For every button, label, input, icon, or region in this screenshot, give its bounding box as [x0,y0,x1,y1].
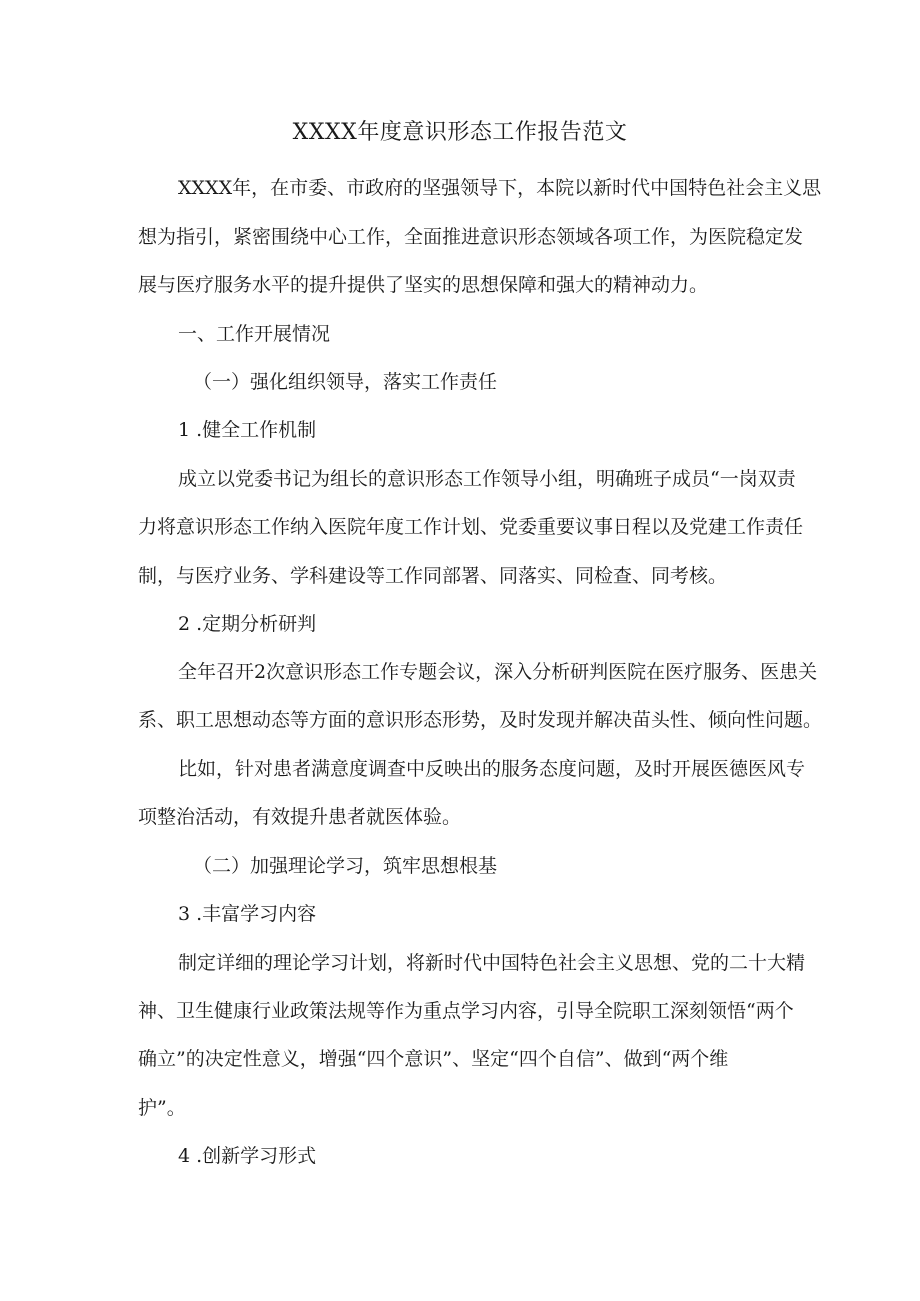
item-heading: 1 .健全工作机制 [178,419,317,441]
section-heading: 一、工作开展情况 [178,323,331,345]
paragraph-line: 想为指引，紧密围绕中心工作，全面推进意识形态领域各项工作，为医院稳定发 [138,226,804,248]
document-title: XXXX年度意识形态工作报告范文 [292,120,628,145]
paragraph-line: 展与医疗服务水平的提升提供了坚实的思想保障和强大的精神动力。 [138,274,709,296]
paragraph-line: 神、卫生健康行业政策法规等作为重点学习内容，引导全院职工深刻领悟“两个 [138,1000,794,1022]
item-heading: 3 .丰富学习内容 [178,903,317,925]
paragraph-line: 项整治活动，有效提升患者就医体验。 [138,806,462,828]
paragraph-line: 制，与医疗业务、学科建设等工作同部署、同落实、同检查、同考核。 [138,565,728,587]
subsection-heading: （二）加强理论学习，筑牢思想根基 [193,855,498,877]
paragraph-line: 确立”的决定性意义，增强“四个意识”、坚定“四个自信”、做到“两个维 [138,1048,729,1070]
paragraph-line: 比如，针对患者满意度调查中反映出的服务态度问题，及时开展医德医风专 [178,758,806,780]
paragraph-line: 系、职工思想动态等方面的意识形态形势，及时发现并解决苗头性、倾向性问题。 [138,709,823,731]
paragraph-line: 全年召开2次意识形态工作专题会议，深入分析研判医院在医疗服务、医患关 [178,661,818,683]
subsection-heading: （一）强化组织领导，落实工作责任 [193,371,498,393]
item-heading: 2 .定期分析研判 [178,613,317,635]
item-heading: 4 .创新学习形式 [178,1145,317,1167]
paragraph-line: 力将意识形态工作纳入医院年度工作计划、党委重要议事日程以及党建工作责任 [138,516,804,538]
paragraph-line: 护”。 [138,1097,186,1119]
paragraph-line: XXXX年，在市委、市政府的坚强领导下，本院以新时代中国特色社会主义思 [178,177,822,199]
paragraph-line: 成立以党委书记为组长的意识形态工作领导小组，明确班子成员“一岗双责 [178,468,796,490]
paragraph-line: 制定详细的理论学习计划，将新时代中国特色社会主义思想、党的二十大精 [178,952,806,974]
